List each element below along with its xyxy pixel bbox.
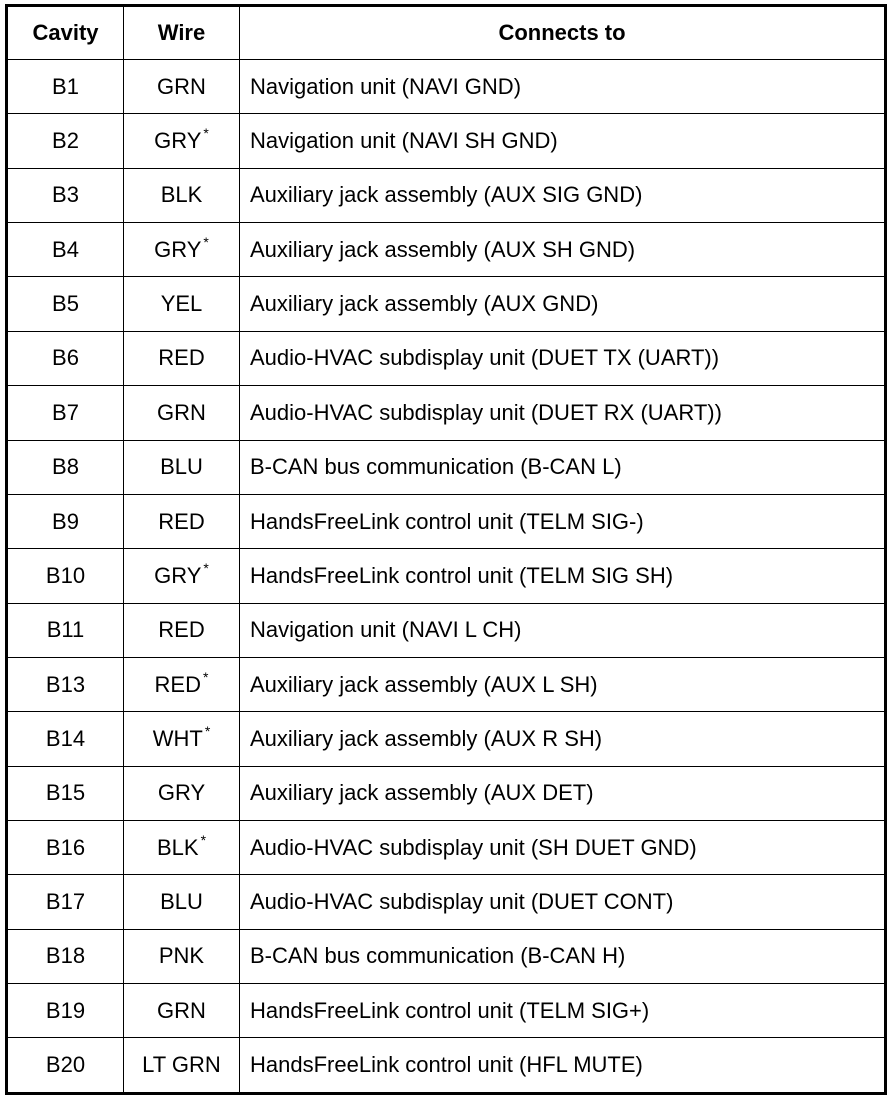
wire-color-code: WHT bbox=[152, 725, 203, 751]
table-body bbox=[7, 60, 886, 1094]
table-header bbox=[7, 6, 886, 60]
wire-cell bbox=[124, 657, 240, 711]
connects-to-cell: Auxiliary jack assembly (AUX SH GND) bbox=[240, 223, 886, 277]
cavity-cell: B19 bbox=[7, 984, 124, 1038]
wire-cell bbox=[124, 331, 240, 385]
wire-color-code: GRY bbox=[154, 562, 202, 588]
connects-to-cell: Auxiliary jack assembly (AUX GND) bbox=[240, 277, 886, 331]
cavity-cell: B9 bbox=[7, 494, 124, 548]
wire-color-code: GRN bbox=[157, 399, 206, 425]
table-row bbox=[7, 549, 886, 603]
wire-color-code: YEL bbox=[160, 291, 203, 317]
cavity-cell: B16 bbox=[7, 821, 124, 875]
connects-to-cell: Auxiliary jack assembly (AUX SIG GND) bbox=[240, 168, 886, 222]
table-row bbox=[7, 494, 886, 548]
connects-to-cell: Audio-HVAC subdisplay unit (DUET CONT) bbox=[240, 875, 886, 929]
table-row bbox=[7, 984, 886, 1038]
cavity-cell: B15 bbox=[7, 766, 124, 820]
wire-cell bbox=[124, 223, 240, 277]
wire-color-code: RED bbox=[158, 508, 205, 534]
cavity-cell: B8 bbox=[7, 440, 124, 494]
cavity-cell: B1 bbox=[7, 60, 124, 114]
connects-to-cell: Audio-HVAC subdisplay unit (DUET TX (UART)) bbox=[240, 331, 886, 385]
cavity-cell: B4 bbox=[7, 223, 124, 277]
wire-cell bbox=[124, 603, 240, 657]
wire-cell bbox=[124, 494, 240, 548]
cavity-cell: B3 bbox=[7, 168, 124, 222]
table-row bbox=[7, 440, 886, 494]
wire-cell bbox=[124, 766, 240, 820]
connects-to-cell: Audio-HVAC subdisplay unit (DUET RX (UART)) bbox=[240, 386, 886, 440]
wire-color-code: GRN bbox=[157, 997, 206, 1023]
table-row bbox=[7, 766, 886, 820]
cavity-cell: B20 bbox=[7, 1038, 124, 1094]
wire-cell bbox=[124, 277, 240, 331]
connects-to-cell: HandsFreeLink control unit (TELM SIG SH) bbox=[240, 549, 886, 603]
connects-to-cell: HandsFreeLink control unit (HFL MUTE) bbox=[240, 1038, 886, 1094]
shielded-wire-asterisk: * bbox=[204, 722, 211, 739]
wire-color-code: LT GRN bbox=[142, 1052, 221, 1078]
wire-color-code: RED bbox=[158, 617, 205, 643]
table-row bbox=[7, 603, 886, 657]
table-row bbox=[7, 60, 886, 114]
wire-cell bbox=[124, 712, 240, 766]
table-row bbox=[7, 1038, 886, 1094]
wire-cell bbox=[124, 549, 240, 603]
cavity-cell: B6 bbox=[7, 331, 124, 385]
connects-to-cell: HandsFreeLink control unit (TELM SIG+) bbox=[240, 984, 886, 1038]
column-header-wire: Wire bbox=[124, 6, 240, 60]
shielded-wire-asterisk: * bbox=[203, 559, 209, 576]
wire-color-code: BLU bbox=[160, 889, 203, 915]
wire-color-code: BLK bbox=[160, 182, 203, 208]
table-row bbox=[7, 168, 886, 222]
table-row bbox=[7, 929, 886, 983]
wire-cell bbox=[124, 440, 240, 494]
cavity-cell: B7 bbox=[7, 386, 124, 440]
wire-cell bbox=[124, 114, 240, 168]
shielded-wire-asterisk: * bbox=[203, 668, 209, 685]
cavity-cell: B2 bbox=[7, 114, 124, 168]
column-header-connects-to: Connects to bbox=[240, 6, 886, 60]
wire-color-code: GRY bbox=[154, 128, 202, 154]
table-row bbox=[7, 277, 886, 331]
table-row bbox=[7, 875, 886, 929]
cavity-cell: B10 bbox=[7, 549, 124, 603]
connects-to-cell: Auxiliary jack assembly (AUX DET) bbox=[240, 766, 886, 820]
wire-cell bbox=[124, 875, 240, 929]
shielded-wire-asterisk: * bbox=[203, 233, 209, 250]
connects-to-cell: HandsFreeLink control unit (TELM SIG-) bbox=[240, 494, 886, 548]
connects-to-cell: Navigation unit (NAVI L CH) bbox=[240, 603, 886, 657]
wire-color-code: BLK bbox=[156, 834, 199, 860]
wire-cell bbox=[124, 60, 240, 114]
table-row bbox=[7, 386, 886, 440]
wire-color-code: GRY bbox=[154, 236, 202, 262]
cavity-cell: B11 bbox=[7, 603, 124, 657]
connects-to-cell: Auxiliary jack assembly (AUX R SH) bbox=[240, 712, 886, 766]
connects-to-cell: Navigation unit (NAVI SH GND) bbox=[240, 114, 886, 168]
connects-to-cell: Navigation unit (NAVI GND) bbox=[240, 60, 886, 114]
wire-color-code: RED bbox=[154, 671, 201, 697]
table-row bbox=[7, 657, 886, 711]
table-row bbox=[7, 331, 886, 385]
wire-cell bbox=[124, 821, 240, 875]
cavity-cell: B14 bbox=[7, 712, 124, 766]
connector-wiring-table bbox=[5, 4, 887, 1095]
wire-cell bbox=[124, 386, 240, 440]
cavity-cell: B17 bbox=[7, 875, 124, 929]
table-row bbox=[7, 712, 886, 766]
connects-to-cell: B-CAN bus communication (B-CAN H) bbox=[240, 929, 886, 983]
wire-cell bbox=[124, 984, 240, 1038]
shielded-wire-asterisk: * bbox=[203, 125, 209, 142]
cavity-cell: B18 bbox=[7, 929, 124, 983]
column-header-cavity: Cavity bbox=[7, 6, 124, 60]
wire-color-code: PNK bbox=[158, 943, 205, 969]
connects-to-cell: B-CAN bus communication (B-CAN L) bbox=[240, 440, 886, 494]
cavity-cell: B13 bbox=[7, 657, 124, 711]
table-row bbox=[7, 821, 886, 875]
cavity-cell: B5 bbox=[7, 277, 124, 331]
header-row bbox=[7, 6, 886, 60]
connects-to-cell: Audio-HVAC subdisplay unit (SH DUET GND) bbox=[240, 821, 886, 875]
wire-color-code: GRY bbox=[157, 780, 206, 806]
shielded-wire-asterisk: * bbox=[200, 831, 207, 848]
table-row bbox=[7, 114, 886, 168]
wire-cell bbox=[124, 1038, 240, 1094]
wire-color-code: RED bbox=[158, 345, 205, 371]
wire-cell bbox=[124, 168, 240, 222]
wire-cell bbox=[124, 929, 240, 983]
table-row bbox=[7, 223, 886, 277]
wire-color-code: GRN bbox=[157, 73, 206, 99]
connects-to-cell: Auxiliary jack assembly (AUX L SH) bbox=[240, 657, 886, 711]
wire-color-code: BLU bbox=[160, 454, 203, 480]
